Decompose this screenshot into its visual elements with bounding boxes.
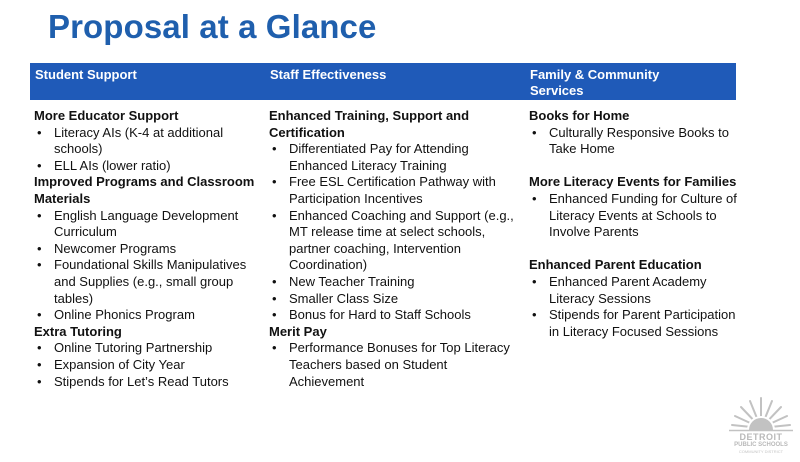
- list-item: • Enhanced Parent Academy Literacy Sessions: [529, 274, 739, 307]
- list-item: • New Teacher Training: [269, 274, 519, 291]
- column-staff-effectiveness: [269, 108, 519, 390]
- list-item: • Newcomer Programs: [34, 241, 262, 258]
- section-heading: Books for Home: [529, 108, 630, 123]
- column-header-staff-effectiveness: Staff Effectiveness: [270, 67, 387, 82]
- section-heading: More Literacy Events for Families: [529, 174, 737, 190]
- section-heading: Extra Tutoring: [34, 323, 122, 339]
- list-item: • Enhanced Funding for Culture of Literacy Events at Schools to Involve Parents: [529, 191, 739, 241]
- column-header-student-support: Student Support: [35, 67, 137, 82]
- list-item: • Smaller Class Size: [269, 291, 519, 308]
- list-item: • English Language Development Curriculum: [34, 208, 262, 241]
- column-header-bar: [30, 63, 736, 100]
- section-heading: Enhanced Training, Support and Certification: [269, 108, 470, 140]
- list-item: • Differentiated Pay for Attending Enhanced Literacy Training: [269, 141, 519, 174]
- list-item: • Stipends for Let’s Read Tutors: [34, 374, 262, 391]
- list-item: • Expansion of City Year: [34, 357, 262, 374]
- section-heading: More Educator Support: [34, 108, 179, 123]
- sunrise-icon: [725, 392, 797, 432]
- column-student-support: [34, 108, 262, 390]
- list-item: • Performance Bonuses for Top Literacy Teachers based on Student Achievement: [269, 340, 519, 390]
- column-header-family-community: Family & Community Services: [530, 67, 660, 98]
- list-item: • ELL AIs (lower ratio): [34, 158, 262, 175]
- section-heading: Merit Pay: [269, 323, 327, 339]
- logo-text-line3: COMMUNITY DISTRICT: [738, 449, 784, 454]
- list-item: • Enhanced Coaching and Support (e.g., MT release time at select schools, partner coaching, Intervention Coordination): [269, 208, 519, 274]
- list-item: • Online Tutoring Partnership: [34, 340, 262, 357]
- district-logo: [725, 392, 797, 458]
- list-item: • Culturally Responsive Books to Take Home: [529, 125, 739, 158]
- spacer: [529, 241, 739, 258]
- logo-text-line1: DETROIT: [739, 432, 783, 442]
- column-family-community: [529, 108, 739, 340]
- list-item: • Foundational Skills Manipulatives and Supplies (e.g., small group tables): [34, 257, 262, 307]
- list-item: • Free ESL Certification Pathway with Participation Incentives: [269, 174, 519, 207]
- list-item: • Bonus for Hard to Staff Schools: [269, 307, 519, 324]
- spacer: [529, 158, 739, 175]
- section-heading: Enhanced Parent Education: [529, 257, 702, 273]
- section-heading: Improved Programs and Classroom Materials: [34, 174, 255, 206]
- list-item: • Literacy AIs (K-4 at additional schools): [34, 125, 262, 158]
- page-title: Proposal at a Glance: [48, 8, 377, 45]
- list-item: • Stipends for Parent Participation in Literacy Focused Sessions: [529, 307, 739, 340]
- logo-text-line2: PUBLIC SCHOOLS: [734, 442, 788, 448]
- list-item: • Online Phonics Program: [34, 307, 262, 324]
